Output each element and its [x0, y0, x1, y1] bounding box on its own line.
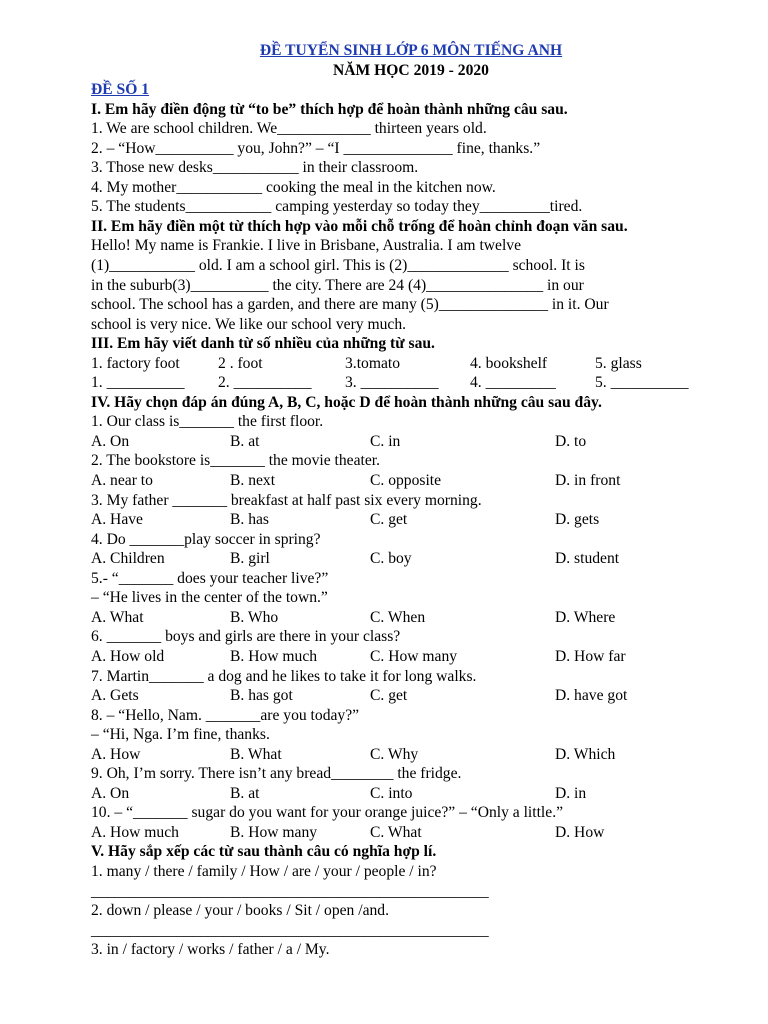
answer-option: D. gets [555, 511, 600, 529]
answer-option: D. student [555, 550, 620, 568]
answer-option: C. Why [370, 745, 419, 763]
answer-blank: 1. __________ [91, 374, 185, 392]
part3-heading: III. Em hãy viết danh từ số nhiều của những từ sau. [91, 335, 435, 353]
answer-option: C. in [370, 432, 401, 450]
answer-option: B. has [230, 511, 269, 529]
question-text: 10. – “_______ sugar do you want for your orange juice?” – “Only a little.” [91, 804, 564, 822]
question-text: – “Hi, Nga. I’m fine, thanks. [91, 726, 270, 744]
part2-line: in the suburb(3)__________ the city. There are 24 (4)_______________ in our [91, 276, 584, 294]
answer-options [91, 686, 731, 706]
answer-option: B. girl [230, 550, 270, 568]
part2-line: Hello! My name is Frankie. I live in Brisbane, Australia. I am twelve [91, 237, 522, 255]
part4-heading: IV. Hãy chọn đáp án đúng A, B, C, hoặc D để hoàn thành những câu sau đây. [91, 393, 602, 411]
part5-item: 2. down / please / your / books / Sit / open /and. [91, 902, 389, 920]
answer-option: A. On [91, 432, 130, 450]
answer-options [91, 647, 731, 667]
answer-option: B. Who [230, 608, 279, 626]
answer-option: C. boy [370, 550, 412, 568]
answer-option: B. has got [230, 687, 293, 705]
question-text: 7. Martin_______ a dog and he likes to take it for long walks. [91, 667, 477, 685]
answer-options [91, 549, 731, 569]
part1-line: 5. The students___________ camping yesterday so today they_________tired. [91, 198, 583, 216]
part5-heading: V. Hãy sắp xếp các từ sau thành câu có nghĩa hợp lí. [91, 843, 437, 861]
answer-option: D. have got [555, 687, 628, 705]
question-text: 1. Our class is_______ the first floor. [91, 413, 324, 431]
answer-option: C. opposite [370, 472, 442, 490]
part5-item: 3. in / factory / works / father / a / My. [91, 941, 330, 959]
answer-option: B. next [230, 472, 276, 490]
part1-line: 1. We are school children. We____________ thirteen years old. [91, 120, 487, 138]
answer-options [91, 471, 731, 491]
answer-option: B. How many [230, 823, 318, 841]
answer-option: A. On [91, 784, 130, 802]
exam-page [91, 41, 731, 960]
answer-option: D. Which [555, 745, 616, 763]
answer-option: A. How much [91, 823, 179, 841]
part1-line: 3. Those new desks___________ in their classroom. [91, 159, 419, 177]
answer-option: C. How many [370, 647, 458, 665]
part4-questions [91, 412, 731, 842]
answer-options [91, 510, 731, 530]
answer-line: ___________________________________________________ [91, 921, 489, 939]
question-text: – “He lives in the center of the town.” [91, 589, 328, 607]
answer-options [91, 608, 731, 628]
answer-option: B. How much [230, 647, 318, 665]
word-item: 4. bookshelf [470, 354, 548, 372]
answer-option: C. What [370, 823, 422, 841]
answer-option: D. in front [555, 472, 621, 490]
answer-option: C. into [370, 784, 413, 802]
answer-options [91, 823, 731, 843]
answer-option: A. Children [91, 550, 165, 568]
question-text: 2. The bookstore is_______ the movie theater. [91, 452, 381, 470]
part2-line: (1)___________ old. I am a school girl. This is (2)_____________ school. It is [91, 257, 585, 275]
question-text: 8. – “Hello, Nam. _______are you today?” [91, 706, 360, 724]
exam-number: ĐỀ SỐ 1 [91, 81, 150, 99]
answer-option: B. What [230, 745, 282, 763]
school-year: NĂM HỌC 2019 - 2020 [333, 61, 489, 79]
part3-words-row [91, 354, 731, 374]
page-title: ĐỀ TUYỂN SINH LỚP 6 MÔN TIẾNG ANH [259, 42, 563, 59]
part2-line: school. The school has a garden, and there are many (5)______________ in it. Our [91, 296, 609, 314]
answer-option: C. When [370, 608, 426, 626]
answer-option: D. How [555, 823, 605, 841]
answer-blank: 4. _________ [470, 374, 556, 392]
part2-line: school is very nice. We like our school very much. [91, 315, 407, 333]
answer-blank: 3. __________ [345, 374, 439, 392]
answer-option: D. Where [555, 608, 616, 626]
answer-options [91, 432, 731, 452]
answer-option: B. at [230, 432, 260, 450]
answer-blank: 2. __________ [218, 374, 312, 392]
question-text: 5.- “_______ does your teacher live?” [91, 569, 329, 587]
part1-line: 4. My mother___________ cooking the meal in the kitchen now. [91, 178, 496, 196]
part1-heading: I. Em hãy điền động từ “to be” thích hợp để hoàn thành những câu sau. [91, 100, 568, 118]
answer-option: B. at [230, 784, 260, 802]
answer-option: C. get [370, 687, 408, 705]
word-item: 5. glass [595, 354, 642, 372]
part1-line: 2. – “How__________ you, John?” – “I ______________ fine, thanks.” [91, 139, 541, 157]
answer-options [91, 745, 731, 765]
answer-line: ___________________________________________________ [91, 882, 489, 900]
answer-option: A. How old [91, 647, 165, 665]
answer-options [91, 784, 731, 804]
answer-blank: 5. __________ [595, 374, 689, 392]
answer-option: D. How far [555, 647, 626, 665]
part3-answers-row [91, 373, 731, 393]
answer-option: D. to [555, 432, 587, 450]
answer-option: A. near to [91, 472, 153, 490]
part2-heading: II. Em hãy điền một từ thích hợp vào mỗi chỗ trống để hoàn chỉnh đoạn văn sau. [91, 217, 628, 235]
part5-item: 1. many / there / family / How / are / your / people / in? [91, 862, 437, 880]
answer-option: C. get [370, 511, 408, 529]
question-text: 9. Oh, I’m sorry. There isn’t any bread________ the fridge. [91, 765, 462, 783]
answer-option: A. How [91, 745, 141, 763]
answer-option: D. in [555, 784, 587, 802]
word-item: 3.tomato [345, 354, 401, 372]
question-text: 4. Do _______play soccer in spring? [91, 530, 321, 548]
word-item: 1. factory foot [91, 354, 180, 372]
question-text: 3. My father _______ breakfast at half past six every morning. [91, 491, 482, 509]
answer-option: A. What [91, 608, 144, 626]
answer-option: A. Gets [91, 687, 139, 705]
word-item: 2 . foot [218, 354, 263, 372]
answer-option: A. Have [91, 511, 143, 529]
question-text: 6. _______ boys and girls are there in your class? [91, 628, 401, 646]
